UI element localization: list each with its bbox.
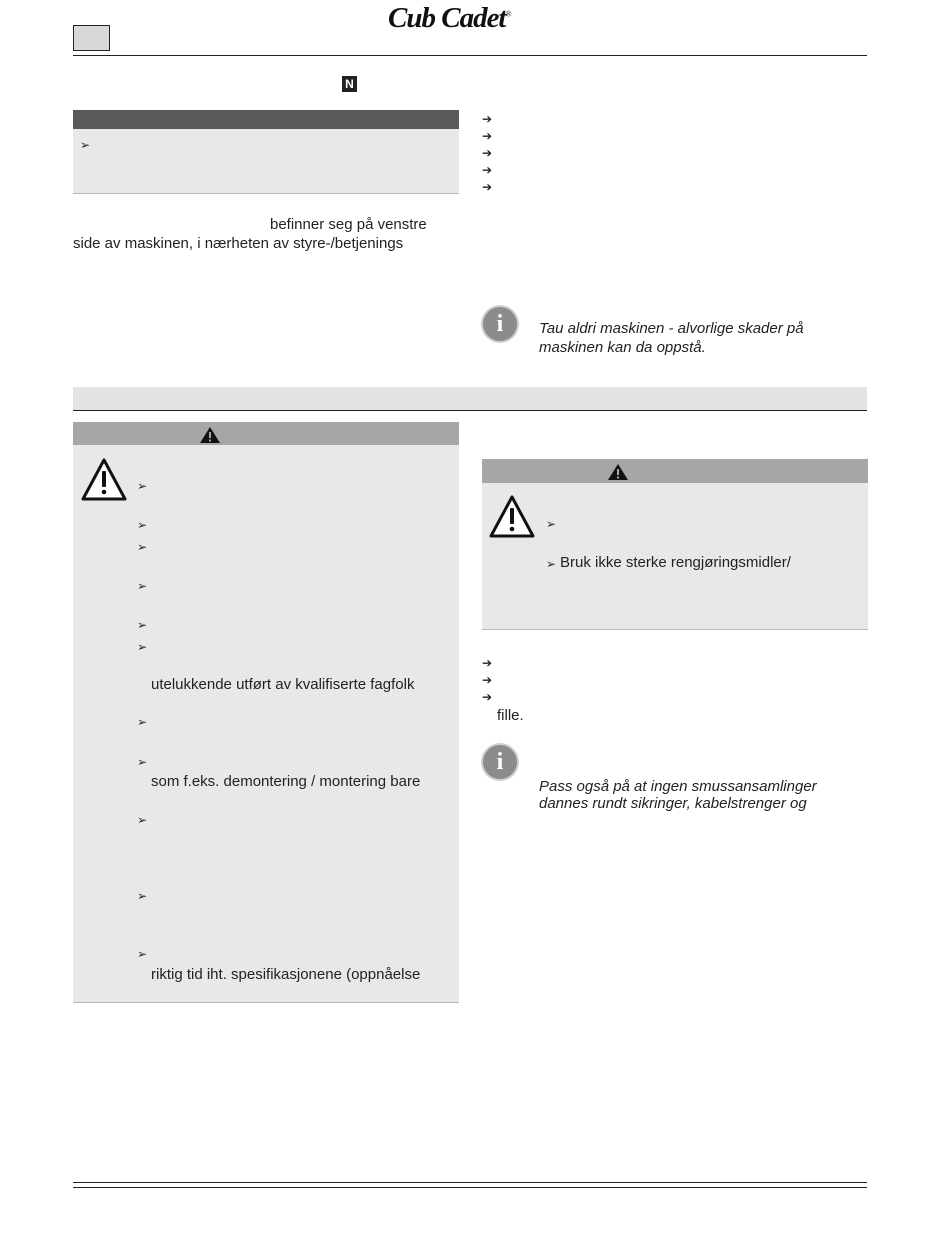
arrow-icon: ➔ (482, 112, 493, 126)
bullet-icon: ➢ (137, 640, 148, 654)
info-icon: i (483, 745, 517, 779)
info-icon: i (483, 307, 517, 341)
bullet-icon: ➢ (137, 579, 148, 593)
bullet-icon: ➢ (137, 715, 148, 729)
warning-text: riktig tid iht. spesifikasjonene (oppnåelse (151, 966, 421, 983)
arrow-icon: ➔ (482, 129, 493, 143)
arrow-icon: ➔ (482, 180, 493, 194)
bullet-icon: ➢ (137, 755, 148, 769)
bullet-icon: ➢ (546, 517, 557, 531)
arrow-icon: ➔ (482, 673, 493, 687)
divider (73, 193, 459, 194)
page-number-box (73, 25, 110, 51)
body-text: side av maskinen, i nærheten av styre-/betjenings (73, 235, 404, 252)
warning-text: Bruk ikke sterke rengjøringsmidler/ (560, 554, 791, 571)
arrow-icon: ➔ (482, 146, 493, 160)
brand-logo: Cub Cadet® (388, 2, 511, 34)
section-header-bar (73, 110, 459, 129)
header-rule (73, 55, 867, 56)
warning-text: utelukkende utført av kvalifiserte fagfolk (151, 676, 415, 693)
warning-triangle-icon (80, 457, 128, 502)
bullet-icon: ➢ (137, 889, 148, 903)
note-box (73, 129, 459, 193)
bullet-icon: ➢ (137, 479, 148, 493)
divider (73, 1002, 459, 1003)
info-text: Tau aldri maskinen - alvorlige skader på (539, 320, 804, 337)
divider (482, 629, 868, 630)
arrow-icon: ➔ (482, 656, 493, 670)
warning-icon (199, 426, 221, 444)
body-text: fille. (497, 707, 524, 724)
arrow-icon: ➔ (482, 690, 493, 704)
footer-rule (73, 1182, 867, 1183)
section-bar (73, 387, 867, 410)
bullet-icon: ➢ (137, 518, 148, 532)
footer-rule (73, 1187, 867, 1188)
info-text: Pass også på at ingen smussansamlinger (539, 778, 817, 795)
warning-header (482, 459, 868, 483)
warning-box (73, 445, 459, 1002)
arrow-icon: ➔ (482, 163, 493, 177)
bullet-icon: ➢ (137, 618, 148, 632)
bullet-icon: ➢ (137, 813, 148, 827)
info-text: dannes rundt sikringer, kabelstrenger og (539, 795, 807, 812)
body-text: befinner seg på venstre (270, 216, 427, 233)
section-rule (73, 410, 867, 411)
warning-header (73, 422, 459, 445)
warning-text: som f.eks. demontering / montering bare (151, 773, 421, 790)
bullet-icon: ➢ (546, 557, 557, 571)
bullet-icon: ➢ (137, 540, 148, 554)
bullet-icon: ➢ (137, 947, 148, 961)
info-text: maskinen kan da oppstå. (539, 339, 706, 356)
warning-icon (607, 463, 629, 481)
warning-triangle-icon (488, 494, 536, 539)
bullet-icon: ➢ (80, 138, 91, 152)
language-badge: N (342, 76, 357, 92)
